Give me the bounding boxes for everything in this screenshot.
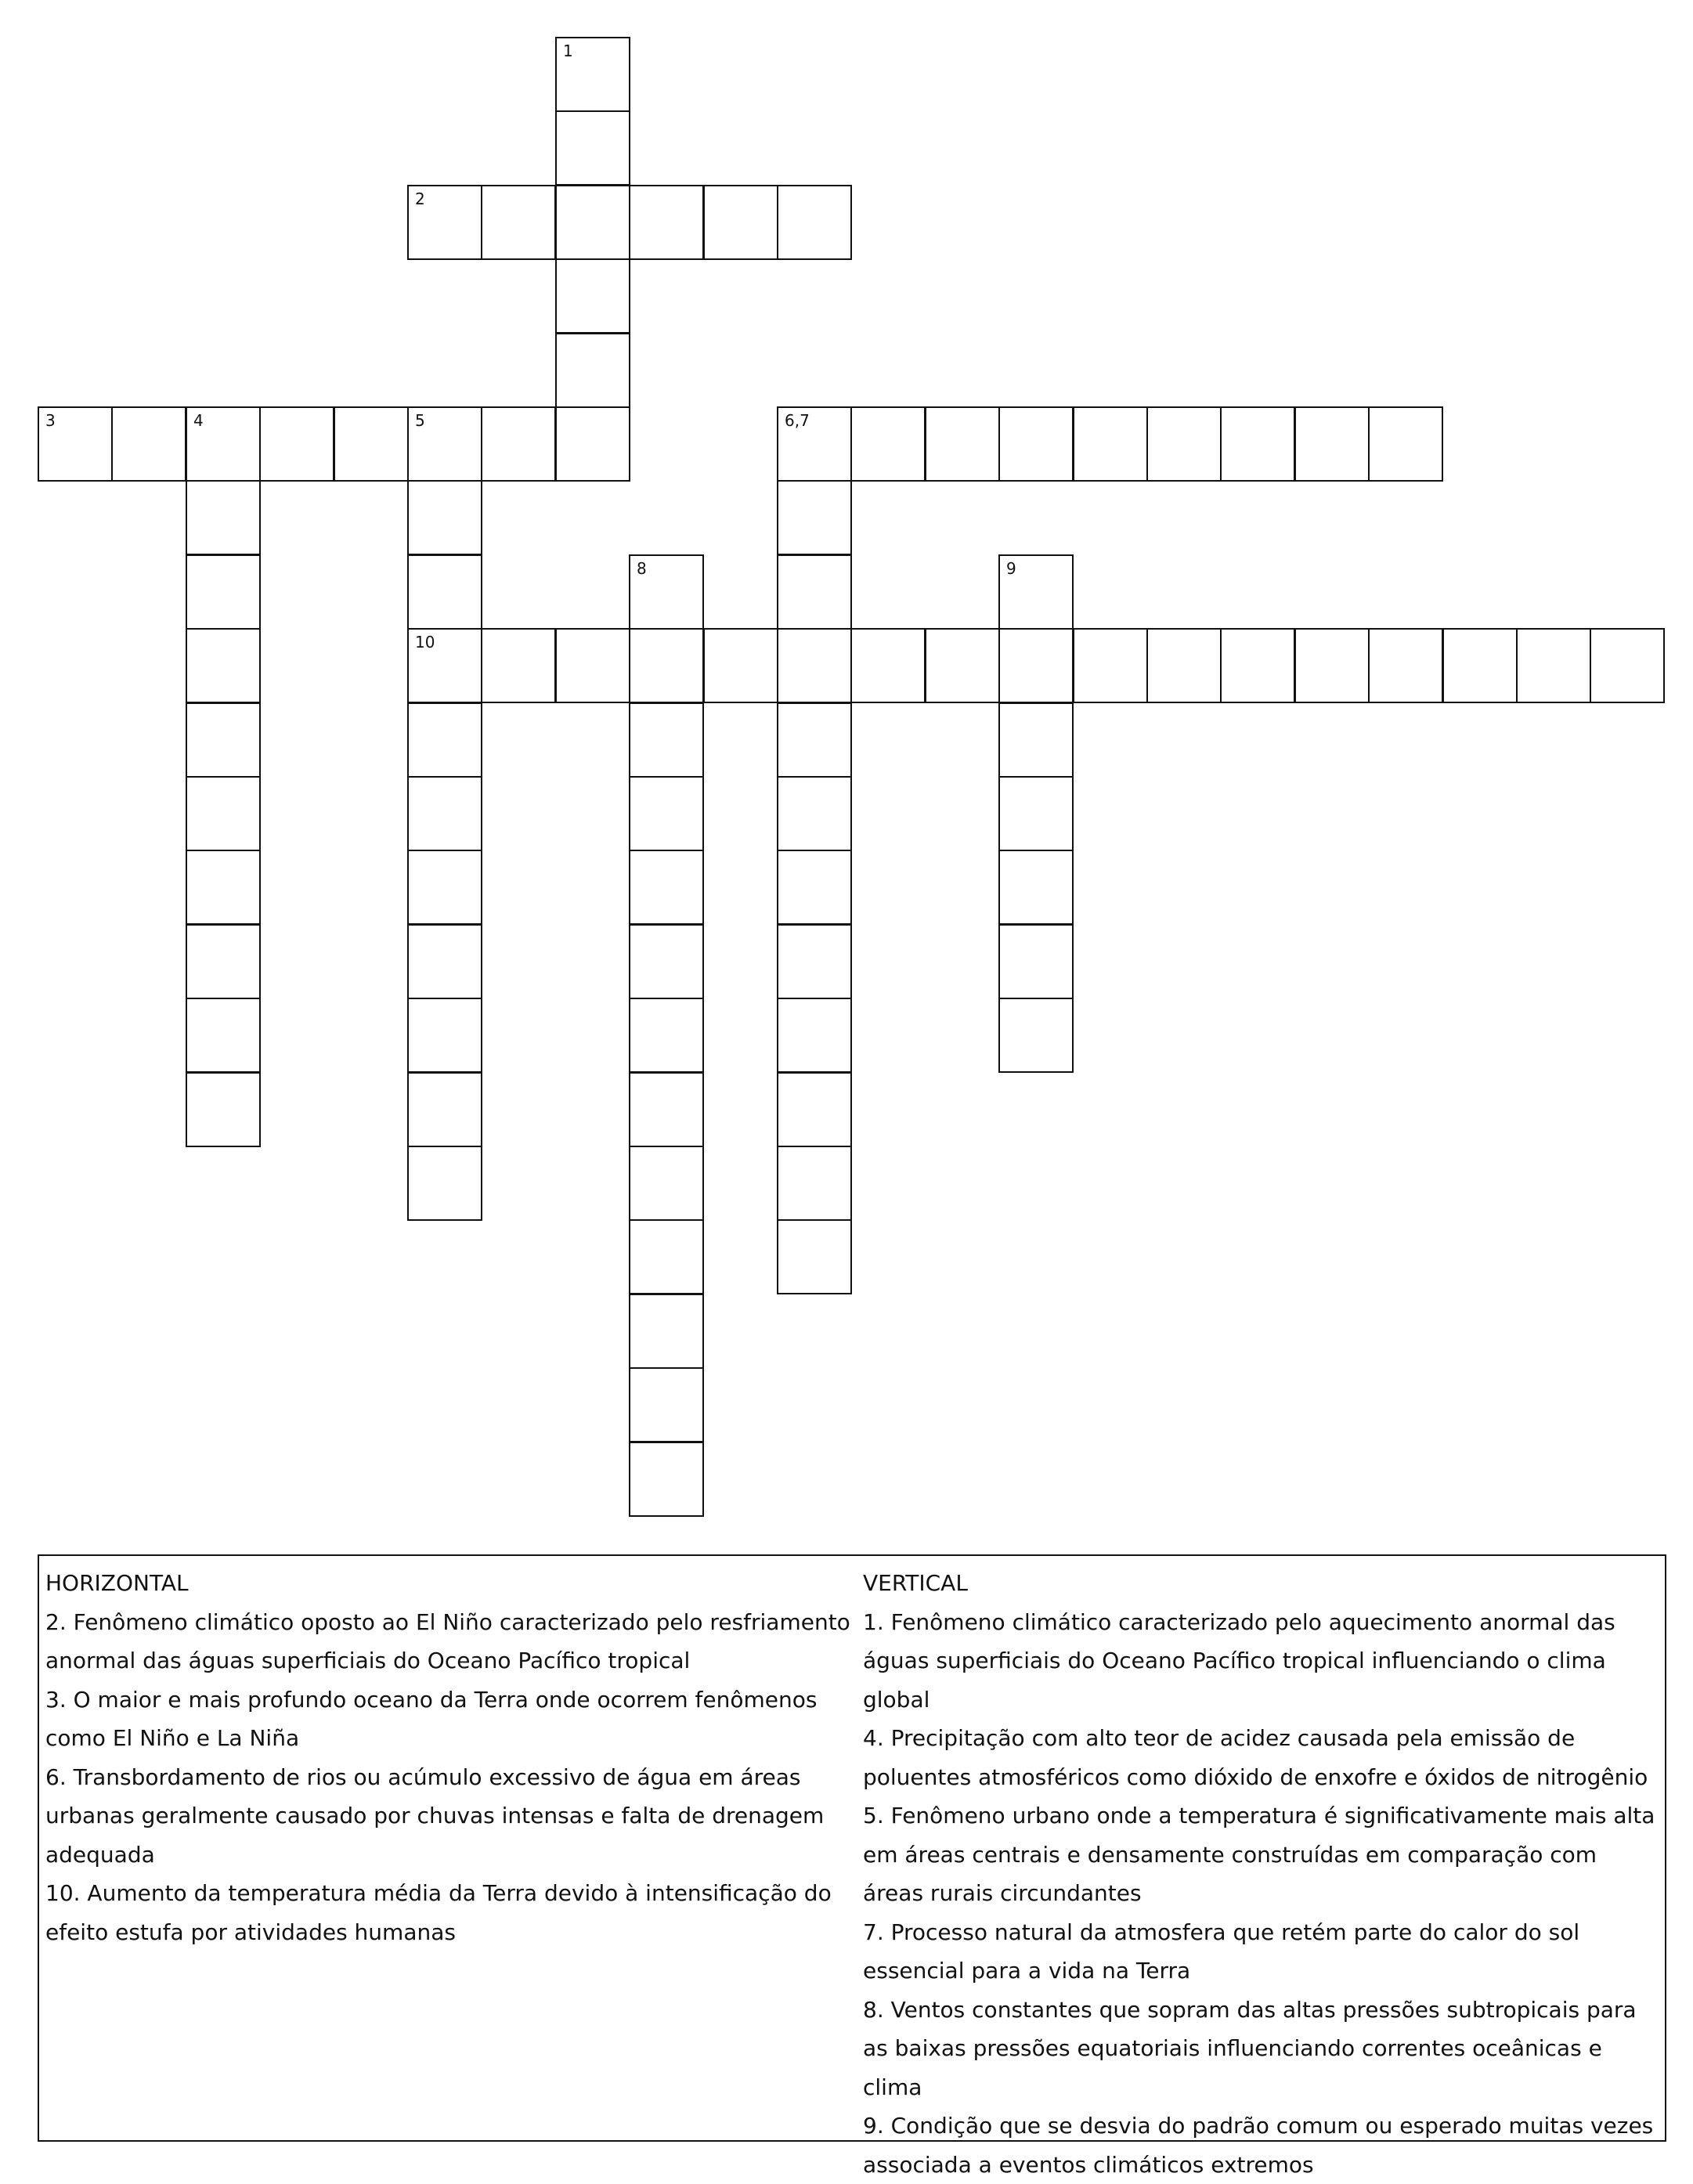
crossword-cell[interactable] <box>555 258 630 334</box>
crossword-cell[interactable] <box>407 850 482 925</box>
crossword-cell-10[interactable] <box>407 628 482 703</box>
crossword-cell[interactable] <box>334 406 409 482</box>
crossword-cell[interactable] <box>1294 628 1370 703</box>
crossword-cell[interactable] <box>186 1072 261 1147</box>
crossword-cell[interactable] <box>1442 628 1518 703</box>
clue-number: 4 <box>193 411 204 430</box>
crossword-cell[interactable] <box>186 554 261 630</box>
crossword-cell[interactable] <box>1368 406 1443 482</box>
crossword-cell[interactable] <box>850 406 926 482</box>
crossword-cell[interactable] <box>777 702 852 778</box>
clue-number: 3 <box>45 411 56 430</box>
clue-vertical-7: 7. Processo natural da atmosfera que retém parte do calor do sol essencial para a vida na Terra <box>863 1919 1580 1984</box>
clue-number: 1 <box>563 42 573 60</box>
crossword-cell[interactable] <box>777 628 852 703</box>
crossword-cell[interactable] <box>629 628 704 703</box>
crossword-cell[interactable] <box>777 1146 852 1221</box>
crossword-cell[interactable] <box>629 998 704 1073</box>
crossword-cell[interactable] <box>407 480 482 555</box>
crossword-cell[interactable] <box>777 1072 852 1147</box>
crossword-cell[interactable] <box>407 776 482 851</box>
crossword-cell-9[interactable] <box>998 554 1074 630</box>
crossword-cell[interactable] <box>777 850 852 925</box>
vertical-clues <box>863 1564 1660 2184</box>
crossword-cell[interactable] <box>259 406 334 482</box>
crossword-cell[interactable] <box>629 1072 704 1147</box>
crossword-cell[interactable] <box>555 110 630 186</box>
crossword-cell-2[interactable] <box>407 185 482 260</box>
crossword-cell[interactable] <box>407 924 482 999</box>
crossword-cell[interactable] <box>481 406 556 482</box>
crossword-cell[interactable] <box>1073 406 1148 482</box>
crossword-cell[interactable] <box>777 924 852 999</box>
crossword-cell[interactable] <box>629 1367 704 1442</box>
crossword-cell-8[interactable] <box>629 554 704 630</box>
crossword-cell[interactable] <box>998 924 1074 999</box>
crossword-cell[interactable] <box>629 1219 704 1294</box>
crossword-cell[interactable] <box>186 924 261 999</box>
crossword-cell[interactable] <box>629 702 704 778</box>
crossword-cell[interactable] <box>407 554 482 630</box>
crossword-cell[interactable] <box>555 406 630 482</box>
crossword-cell[interactable] <box>629 1442 704 1517</box>
crossword-cell[interactable] <box>1220 628 1295 703</box>
crossword-cell[interactable] <box>1146 628 1222 703</box>
clue-number: 6,7 <box>785 411 810 430</box>
crossword-cell[interactable] <box>777 554 852 630</box>
crossword-cell[interactable] <box>407 1146 482 1221</box>
crossword-cell[interactable] <box>777 185 852 260</box>
crossword-cell[interactable] <box>1294 406 1370 482</box>
crossword-cell[interactable] <box>998 628 1074 703</box>
crossword-cell[interactable] <box>111 406 186 482</box>
crossword-cell[interactable] <box>998 850 1074 925</box>
crossword-cell[interactable] <box>186 998 261 1073</box>
crossword-cell[interactable] <box>629 1146 704 1221</box>
crossword-cell[interactable] <box>703 185 778 260</box>
crossword-cell[interactable] <box>555 333 630 408</box>
crossword-cell[interactable] <box>186 702 261 778</box>
clue-horizontal-6: 6. Transbordamento de rios ou acúmulo excessivo de água em áreas urbanas geralmente causado por chuvas intensas e falta de drenagem adequada <box>45 1763 825 1868</box>
clue-number: 8 <box>637 559 647 578</box>
clue-vertical-4: 4. Precipitação com alto teor de acidez causada pela emissão de poluentes atmosféricos como dióxido de enxofre e óxidos de nitrogênio <box>863 1725 1648 1790</box>
crossword-cell[interactable] <box>186 850 261 925</box>
crossword-cell[interactable] <box>998 776 1074 851</box>
vertical-heading: VERTICAL <box>863 1570 968 1596</box>
crossword-cell[interactable] <box>407 702 482 778</box>
clue-vertical-8: 8. Ventos constantes que sopram das altas pressões subtropicais para as baixas pressões equatoriais influenciando correntes oceânicas e clima <box>863 1996 1637 2100</box>
clue-number: 9 <box>1006 559 1016 578</box>
crossword-cell-1[interactable] <box>555 37 630 112</box>
crossword-cell[interactable] <box>186 628 261 703</box>
crossword-cell[interactable] <box>186 480 261 555</box>
crossword-cell[interactable] <box>1073 628 1148 703</box>
crossword-cell[interactable] <box>1220 406 1295 482</box>
crossword-cell[interactable] <box>481 185 556 260</box>
clue-number: 10 <box>415 633 435 652</box>
clue-vertical-9: 9. Condição que se desvia do padrão comum ou esperado muitas vezes associada a eventos climáticos extremos <box>863 2113 1654 2178</box>
clue-vertical-5: 5. Fenômeno urbano onde a temperatura é significativamente mais alta em áreas centrais e densamente construídas em comparação com áreas rurais circundantes <box>863 1803 1655 1906</box>
crossword-cell[interactable] <box>998 702 1074 778</box>
horizontal-clues <box>45 1564 852 1951</box>
crossword-cell[interactable] <box>1590 628 1665 703</box>
clue-horizontal-2: 2. Fenômeno climático oposto ao El Niño caracterizado pelo resfriamento anormal das águas superficiais do Oceano Pacífico tropical <box>45 1608 850 1673</box>
clues-box <box>38 1554 1666 2178</box>
crossword-cell-4[interactable] <box>186 406 261 482</box>
clue-number: 2 <box>415 190 425 208</box>
crossword-cell[interactable] <box>998 406 1074 482</box>
crossword-cell[interactable] <box>629 1294 704 1369</box>
crossword-cell[interactable] <box>1368 628 1443 703</box>
crossword-cell-3[interactable] <box>38 406 113 482</box>
crossword-cell[interactable] <box>481 628 556 703</box>
crossword-cell-6-7[interactable] <box>777 406 852 482</box>
crossword-cell[interactable] <box>1516 628 1591 703</box>
crossword-cell[interactable] <box>777 480 852 555</box>
crossword-cell[interactable] <box>555 628 630 703</box>
crossword-cell-5[interactable] <box>407 406 482 482</box>
crossword-cell[interactable] <box>850 628 926 703</box>
crossword-cell[interactable] <box>1146 406 1222 482</box>
clue-horizontal-3: 3. O maior e mais profundo oceano da Terra onde ocorrem fenômenos como El Niño e La Niña <box>45 1686 818 1751</box>
crossword-cell[interactable] <box>555 185 630 260</box>
clue-number: 5 <box>415 411 425 430</box>
crossword-cell[interactable] <box>629 924 704 999</box>
crossword-cell[interactable] <box>629 850 704 925</box>
crossword-cell[interactable] <box>777 776 852 851</box>
crossword-cell[interactable] <box>925 406 1000 482</box>
horizontal-heading: HORIZONTAL <box>45 1570 189 1596</box>
crossword-cell[interactable] <box>629 776 704 851</box>
clue-vertical-1: 1. Fenômeno climático caracterizado pelo aquecimento anormal das águas superficiais do Oceano Pacífico tropical influenciando o clima global <box>863 1608 1615 1713</box>
crossword-cell[interactable] <box>407 998 482 1073</box>
crossword-cell[interactable] <box>925 628 1000 703</box>
crossword-cell[interactable] <box>629 185 704 260</box>
clue-horizontal-10: 10. Aumento da temperatura média da Terra devido à intensificação do efeito estufa por atividades humanas <box>45 1880 832 1945</box>
crossword-cell[interactable] <box>777 998 852 1073</box>
crossword-cell[interactable] <box>777 1219 852 1294</box>
crossword-cell[interactable] <box>407 1072 482 1147</box>
crossword-cell[interactable] <box>186 776 261 851</box>
crossword-cell[interactable] <box>998 998 1074 1073</box>
crossword-cell[interactable] <box>703 628 778 703</box>
